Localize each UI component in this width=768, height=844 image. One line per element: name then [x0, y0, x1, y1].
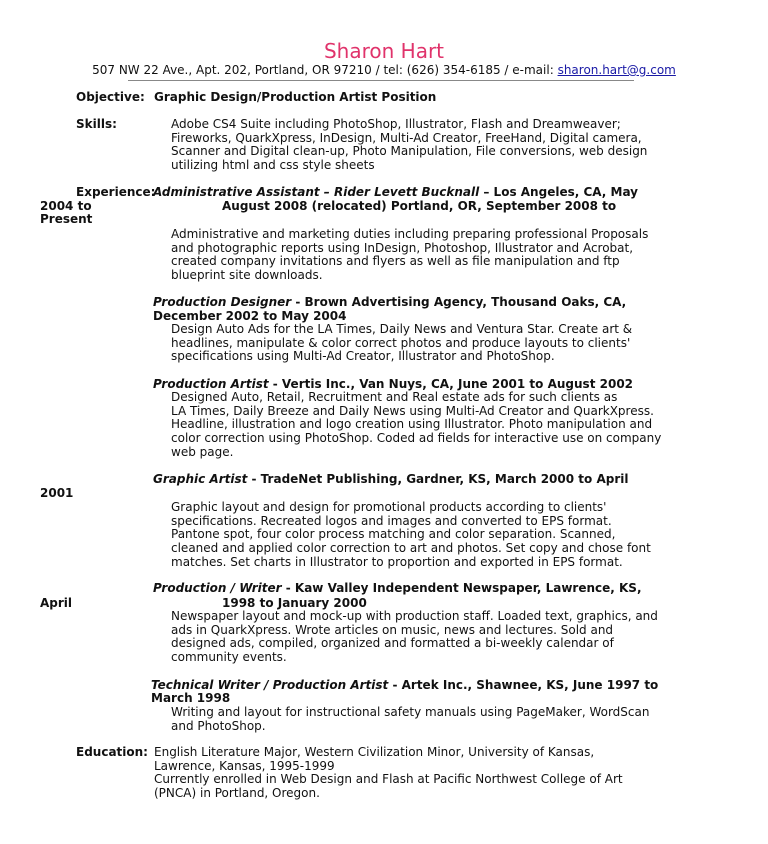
email-link[interactable]: sharon.hart@g.com: [557, 63, 676, 77]
job-dates: 2004 to: [40, 199, 92, 213]
skills-line: Fireworks, QuarkXpress, InDesign, Multi-Ad Creator, FreeHand, Digital camera,: [171, 130, 642, 145]
objective-text: Graphic Design/Production Artist Position: [154, 90, 437, 104]
description-line: Administrative and marketing duties including preparing professional Proposals: [171, 227, 649, 241]
job-title: Production / Writer: [153, 581, 282, 595]
skills-label: Skills:: [76, 117, 117, 131]
description-line: headlines, manipulate & color correct photos and produce layouts to clients': [171, 335, 631, 350]
education-text: [154, 746, 623, 801]
education-line: English Literature Major, Western Civilization Minor, University of Kansas,: [154, 745, 595, 759]
description-line: cleaned and applied color correction to art and photos. Set copy and chose font: [171, 541, 651, 556]
description-line: specifications. Recreated logos and images and converted to EPS format.: [171, 513, 612, 528]
job-dates: Present: [40, 212, 93, 226]
job-dates: 1998 to January 2000: [222, 596, 367, 610]
description-line: created company invitations and flyers as well as file manipulation and ftp: [171, 254, 620, 269]
description-line: Newspaper layout and mock-up with production staff. Loaded text, graphics, and: [171, 609, 658, 623]
skills-line: utilizing html and css style sheets: [171, 158, 375, 173]
education-line: Currently enrolled in Web Design and Flash at Pacific Northwest College of Art: [154, 772, 623, 787]
job-company: – Rider Levett Bucknall: [319, 185, 480, 199]
contact-details: 507 NW 22 Ave., Apt. 202, Portland, OR 97210 / tel: (626) 354-6185 / e-mail:: [92, 63, 558, 77]
job-details: - Artek Inc., Shawnee, KS, June 1997 to: [388, 678, 659, 692]
description-line: Writing and layout for instructional safety manuals using PageMaker, WordScan: [171, 705, 650, 719]
description-line: web page.: [171, 444, 234, 459]
job-dates: March 1998: [151, 691, 231, 705]
description-line: specifications using Multi-Ad Creator, Illustrator and PhotoShop.: [171, 349, 555, 364]
objective-label: Objective:: [76, 90, 145, 104]
description-line: matches. Set charts in Illustrator to proportion and exported in EPS format.: [171, 554, 623, 569]
job-dates: December 2002 to May 2004: [153, 309, 347, 323]
job-title: Administrative Assistant: [153, 185, 320, 199]
job-dates: 2001: [40, 486, 74, 500]
job-heading: [153, 582, 642, 596]
description-line: designed ads, compiled, organized and formatted a bi-weekly calendar of: [171, 636, 614, 651]
description-line: ads in QuarkXpress. Wrote articles on music, news and lectures. Sold and: [171, 622, 614, 637]
description-line: Pantone spot, four color process matching and color separation. Scanned,: [171, 527, 616, 542]
job-details: - Vertis Inc., Van Nuys, CA, June 2001 to August 2002: [268, 377, 634, 391]
description-line: Headline, illustration and logo creation using Illustrator. Photo manipulation and: [171, 417, 653, 432]
job-title: Production Designer: [153, 295, 292, 309]
job-heading: [153, 186, 638, 200]
job-title: Technical Writer / Production Artist: [151, 678, 389, 692]
description-line: LA Times, Daily Breeze and Daily News using Multi-Ad Creator and QuarkXpress.: [171, 403, 654, 418]
experience-label: Experience:: [76, 185, 156, 199]
description-line: Designed Auto, Retail, Recruitment and Real estate ads for such clients as: [171, 390, 618, 404]
contact-line: [0, 64, 768, 78]
job-dates: August 2008 (relocated) Portland, OR, September 2008 to: [222, 199, 617, 213]
job-details: - Kaw Valley Independent Newspaper, Lawrence, KS,: [281, 581, 642, 595]
description-line: Graphic layout and design for promotional products according to clients': [171, 500, 607, 514]
description-line: and PhotoShop.: [171, 718, 266, 733]
description-line: color correction using PhotoShop. Coded ad fields for interactive use on company: [171, 431, 662, 446]
job-heading: [153, 473, 628, 487]
education-line: Lawrence, Kansas, 1995-1999: [154, 758, 335, 773]
job-description: [171, 501, 651, 570]
job-description: [171, 610, 658, 665]
job-title: Production Artist: [153, 377, 269, 391]
header-divider: [128, 80, 634, 81]
job-description: [171, 323, 632, 364]
skills-text: [171, 118, 647, 173]
job-title: Graphic Artist: [153, 472, 248, 486]
resume-name: Sharon Hart: [323, 39, 445, 63]
skills-line: Scanner and Digital clean-up, Photo Manipulation, File conversions, web design: [171, 144, 648, 159]
education-line: (PNCA) in Portland, Oregon.: [154, 786, 320, 801]
job-description: [171, 706, 649, 733]
description-line: community events.: [171, 650, 287, 665]
job-details: - Brown Advertising Agency, Thousand Oaks, CA,: [291, 295, 627, 309]
job-details: - TradeNet Publishing, Gardner, KS, March 2000 to April: [247, 472, 629, 486]
job-details: – Los Angeles, CA, May: [479, 185, 639, 199]
description-line: blueprint site downloads.: [171, 268, 323, 283]
description-line: Design Auto Ads for the LA Times, Daily News and Ventura Star. Create art &: [171, 322, 633, 336]
description-line: and photographic reports using InDesign, Photoshop, Illustrator and Acrobat,: [171, 240, 634, 255]
skills-line: Adobe CS4 Suite including PhotoShop, Illustrator, Flash and Dreamweaver;: [171, 117, 621, 131]
job-heading: [153, 296, 626, 310]
job-dates: April: [40, 596, 73, 610]
job-description: [171, 228, 648, 283]
job-description: [171, 391, 661, 460]
education-label: Education:: [76, 745, 148, 759]
